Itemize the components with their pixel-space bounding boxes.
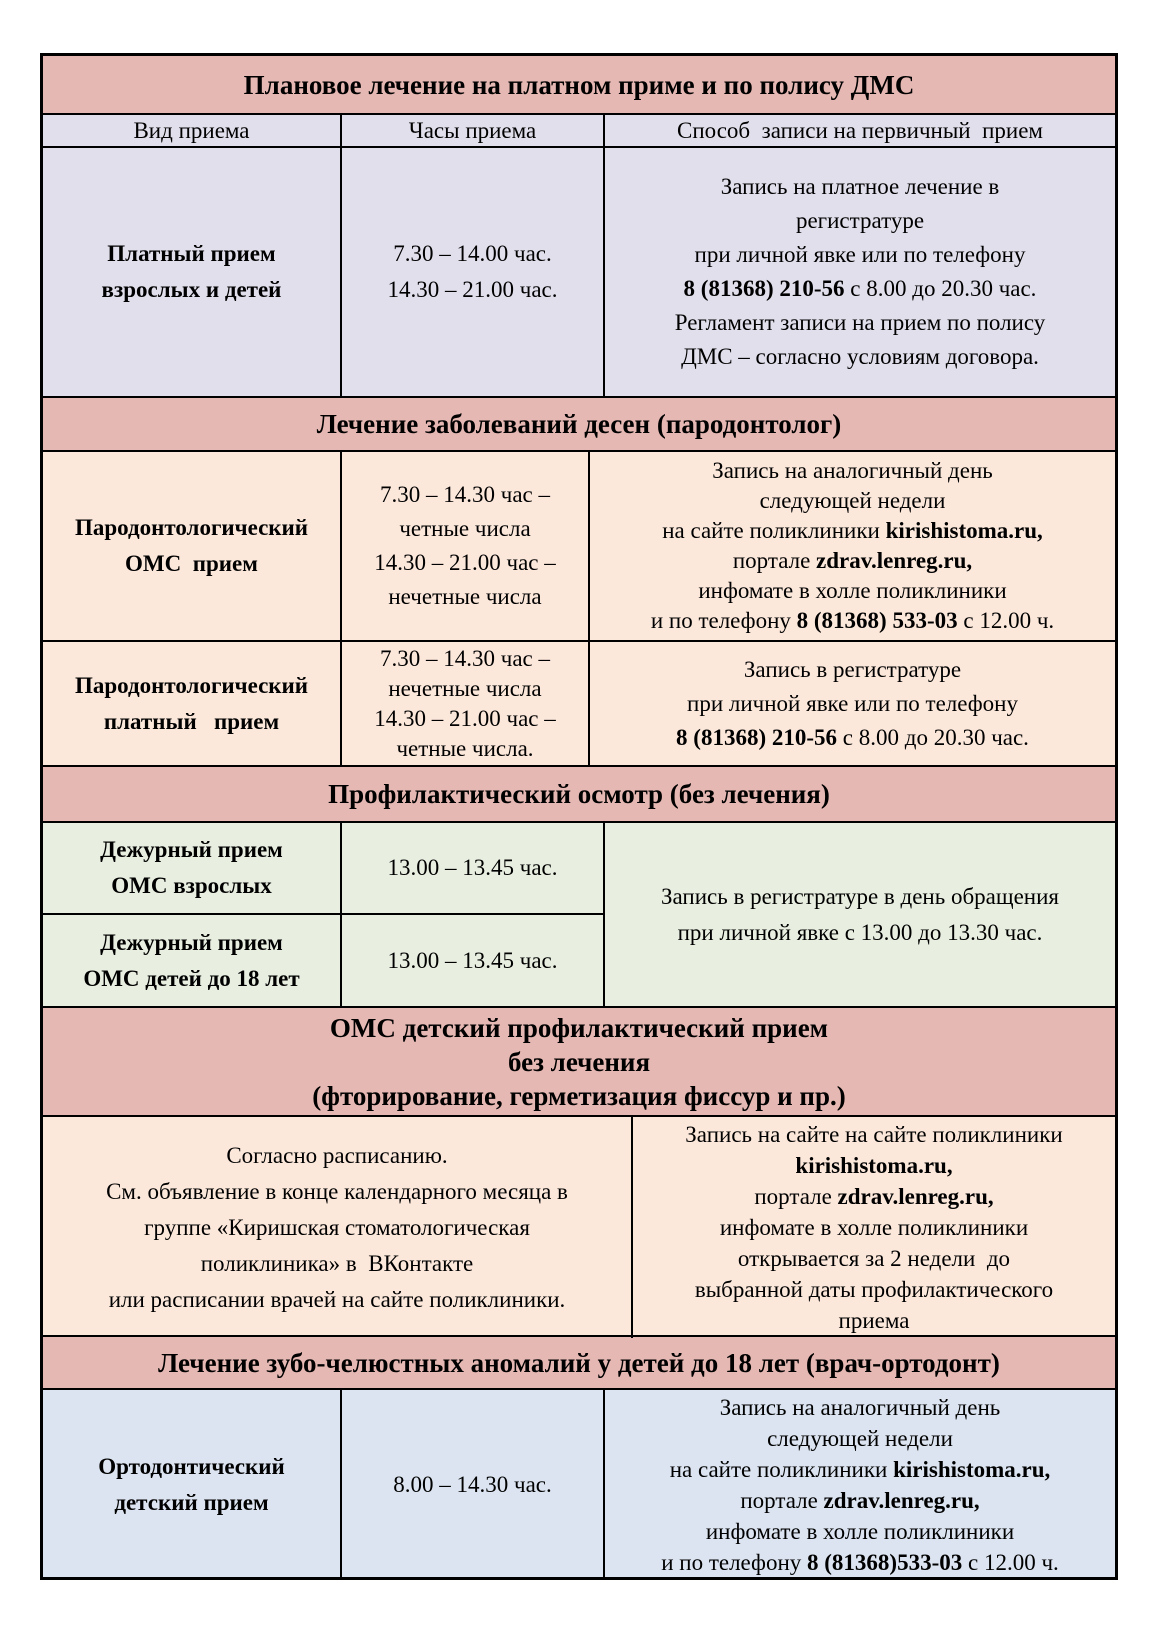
rows-duty-reception <box>43 823 1115 1008</box>
column-header-row <box>43 115 1115 148</box>
section-title-orthodontist: Лечение зубо-челюстных аномалий у детей до 18 лет (врач-ортодонт) <box>43 1337 1115 1390</box>
row-orthodontic-children <box>43 1390 1115 1577</box>
cell-periodontist-paid-booking: Запись в регистратуре при личной явке или по телефону 8 (81368) 210-56 с 8.00 до 20.30 час. <box>676 657 1029 750</box>
cell-oms-children-booking: Запись на сайте на сайте поликлиники kirishistoma.ru, портале zdrav.lenreg.ru, инфомате в холле поликлиники открывается за 2 недели до выбранной даты профилактического приема <box>685 1122 1063 1333</box>
cell-duty-adults-hours: 13.00 – 13.45 час. <box>342 823 605 915</box>
cell-periodontist-oms-type: Пародонтологический ОМС прием <box>43 452 342 640</box>
cell-orthodontic-hours: 8.00 – 14.30 час. <box>342 1390 605 1580</box>
section-title-oms-children-preventive: ОМС детский профилактический прием без лечения (фторирование, герметизация фиссур и пр.) <box>43 1008 1115 1117</box>
cell-oms-children-schedule: Согласно расписанию. См. объявление в конце календарного месяца в группе «Киришская стоматологическая поликлиника» в ВКонтакте или расписании врачей на сайте поликлиники. <box>43 1117 633 1338</box>
section-title-periodontist: Лечение заболеваний десен (пародонтолог) <box>43 398 1115 452</box>
cell-periodontist-oms-booking: Запись на аналогичный день следующей недели на сайте поликлиники kirishistoma.ru, портале zdrav.lenreg.ru, инфомате в холле поликлиники и по телефону 8 (81368) 533-03 с 12.00 ч. <box>650 458 1055 633</box>
section-title-preventive-exam: Профилактический осмотр (без лечения) <box>43 767 1115 823</box>
cell-periodontist-paid-hours: 7.30 – 14.30 час – нечетные числа 14.30 – 21.00 час – четные числа. <box>342 642 590 766</box>
cell-paid-reception-booking: Запись на платное лечение в регистратуре при личной явке или по телефону 8 (81368) 210-56 с 8.00 до 20.30 час. Регламент записи на прием по полису ДМС – согласно условиям договора. <box>674 174 1046 369</box>
cell-orthodontic-booking: Запись на аналогичный день следующей недели на сайте поликлиники kirishistoma.ru, портале zdrav.lenreg.ru, инфомате в холле поликлиники и по телефону 8 (81368)533-03 с 12.00 ч. <box>661 1395 1059 1575</box>
cell-periodontist-oms-hours: 7.30 – 14.30 час – четные числа 14.30 – 21.00 час – нечетные числа <box>342 452 590 640</box>
cell-duty-adults-type: Дежурный прием ОМС взрослых <box>43 823 342 915</box>
column-header-booking-method: Способ записи на первичный прием <box>677 117 1043 143</box>
cell-duty-booking: Запись в регистратуре в день обращения при личной явке с 13.00 до 13.30 час. <box>660 883 1059 945</box>
row-oms-children-preventive <box>43 1117 1115 1337</box>
cell-orthodontic-type: Ортодонтический детский прием <box>43 1390 342 1580</box>
cell-duty-children-hours: 13.00 – 13.45 час. <box>342 915 605 1006</box>
row-periodontist-oms <box>43 452 1115 642</box>
section-title-planned-treatment: Плановое лечение на платном приме и по полису ДМС <box>43 56 1115 115</box>
column-header-reception-type: Вид приема <box>43 115 342 146</box>
cell-duty-children-type: Дежурный прием ОМС детей до 18 лет <box>43 915 342 1006</box>
cell-paid-reception-type: Платный прием взрослых и детей <box>43 148 342 396</box>
cell-periodontist-paid-type: Пародонтологический платный прием <box>43 642 342 766</box>
row-paid-reception <box>43 148 1115 398</box>
row-periodontist-paid <box>43 642 1115 767</box>
column-header-reception-hours: Часы приема <box>342 115 605 146</box>
schedule-table <box>40 53 1118 1580</box>
cell-paid-reception-hours: 7.30 – 14.00 час. 14.30 – 21.00 час. <box>342 148 605 396</box>
